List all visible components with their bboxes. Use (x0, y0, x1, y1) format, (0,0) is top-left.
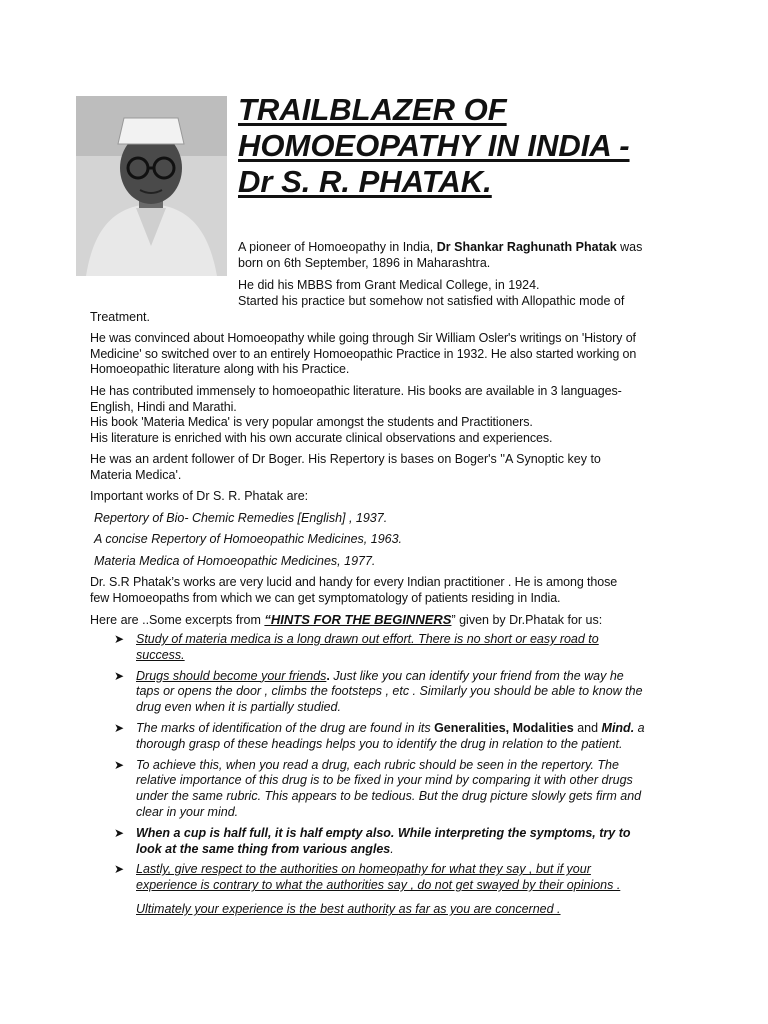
hint-text: Just like you can identify your friend from the way he (329, 668, 624, 683)
list-item (114, 826, 674, 858)
title-line-3: Dr S. R. PHATAK. (238, 164, 492, 199)
paragraph-line: English, Hindi and Marathi. (90, 399, 237, 414)
hints-intro (90, 612, 690, 629)
arrow-bullet-icon: ➤ (114, 757, 125, 772)
conviction-paragraph (90, 331, 690, 378)
list-item (114, 758, 674, 821)
intro-paragraph (238, 240, 688, 271)
paragraph-line: His literature is enriched with his own accurate clinical observations and experiences. (90, 430, 553, 445)
hint-text: and (573, 720, 602, 735)
hint-keyword: Mind. (601, 720, 635, 735)
paragraph-line: Dr. S.R Phatak’s works are very lucid and handy for every Indian practitioner . He is among those (90, 575, 618, 589)
hints-title: “HINTS FOR THE BEGINNERS (264, 612, 452, 627)
arrow-bullet-icon: ➤ (114, 862, 125, 877)
list-item (114, 862, 674, 894)
mbbs-text: He did his MBBS from Grant Medical College, in 1924. (238, 278, 540, 292)
hint-keyword: Generalities, Modalities (434, 720, 574, 735)
list-item (114, 669, 674, 716)
works-paragraph (90, 575, 690, 606)
portrait-photo (76, 96, 227, 276)
hint-text: When a cup is half full, it is half empty also. While interpreting the symptoms, try to (136, 825, 631, 840)
arrow-bullet-icon: ➤ (114, 668, 125, 683)
paragraph-line: Materia Medica'. (90, 467, 182, 482)
hint-text: Study of materia medica is a long drawn out effort. There is no short or easy road to (136, 632, 599, 646)
paragraph-line: He was convinced about Homoeopathy while going through Sir William Osler's writings on 'History of (90, 331, 636, 345)
page-title (238, 92, 738, 200)
hint-text: look at the same thing from various angles (136, 841, 391, 856)
paragraph-line: Medicine' so switched over to an entirely Homoeopathic Practice in 1932. He also started working on (90, 346, 637, 361)
portrait-icon (76, 96, 227, 276)
paragraph-line: His book 'Materia Medica' is very popular amongst the students and Practitioners. (90, 415, 533, 430)
hint-text: . (326, 668, 330, 683)
hint-text: taps or opens the door , climbs the footsteps , etc . Similarly you should be able to know the (136, 684, 643, 699)
hints-list (114, 632, 674, 899)
list-item (114, 721, 674, 753)
work-item: Repertory of Bio- Chemic Remedies [English] , 1937. (94, 511, 388, 525)
hint-text: experience is contrary to what the authorities say , do not get swayed by their opinions . (136, 878, 621, 893)
works-heading: Important works of Dr S. R. Phatak are: (90, 489, 309, 503)
hint-text: The marks of identification of the drug are found in its (136, 720, 435, 735)
hints-intro-text: ” given by Dr.Phatak for us: (451, 613, 603, 627)
hint-text: . (390, 841, 394, 856)
hint-text: Lastly, give respect to the authorities on homeopathy for what they say , but if your (136, 862, 591, 877)
doctor-name: Dr Shankar Raghunath Phatak (436, 240, 617, 254)
hints-intro-text: Here are ..Some excerpts from (90, 613, 265, 627)
arrow-bullet-icon: ➤ (114, 825, 125, 840)
treatment-line: Treatment. (90, 310, 150, 324)
paragraph-line: Homoeopathic literature along with his Practice. (90, 362, 350, 377)
hint-text: a (634, 720, 645, 735)
work-item: Materia Medica of Homoeopathic Medicines, 1977. (94, 554, 376, 568)
boger-paragraph (90, 452, 690, 483)
paragraph-line: few Homoeopaths from which we can get symptomatology of patients residing in India. (90, 590, 561, 605)
title-line-2: HOMOEOPATHY IN INDIA - (238, 128, 630, 163)
practice-text: Started his practice but somehow not satisfied with Allopathic mode of (238, 293, 625, 308)
paragraph-line: He was an ardent follower of Dr Boger. His Repertory is bases on Boger's ''A Synoptic key to (90, 452, 601, 466)
hint-text: relative importance of this drug is to be fixed in your mind by comparing it with other drugs (136, 773, 633, 788)
paragraph-line: He has contributed immensely to homoeopathic literature. His books are available in 3 languages- (90, 384, 622, 398)
hint-text: success. (136, 647, 185, 662)
hint-text: To achieve this, when you read a drug, each rubric should be seen in the repertory. The (136, 757, 619, 772)
work-item: A concise Repertory of Homoeopathic Medicines, 1963. (94, 532, 403, 546)
intro-text: was (616, 240, 643, 254)
literature-paragraph (90, 384, 690, 446)
birth-text: born on 6th September, 1896 in Maharashtra. (238, 255, 491, 270)
hint-text: clear in your mind. (136, 804, 239, 819)
arrow-bullet-icon: ➤ (114, 720, 125, 735)
hint-text: thorough grasp of these headings helps you to identify the drug in relation to the patient. (136, 736, 623, 751)
education-paragraph (238, 278, 688, 309)
list-item (114, 632, 674, 664)
intro-text: A pioneer of Homoeopathy in India, (238, 240, 437, 254)
closing-line: Ultimately your experience is the best authority as far as you are concerned . (136, 902, 561, 916)
arrow-bullet-icon: ➤ (114, 632, 125, 646)
hint-text: Drugs should become your friends (136, 668, 327, 683)
title-line-1: TRAILBLAZER OF (238, 92, 507, 127)
hint-text: drug even when it is partially studied. (136, 700, 341, 715)
hint-text: under the same rubric. This appears to be tedious. But the drug picture slowly gets firm and (136, 789, 642, 804)
